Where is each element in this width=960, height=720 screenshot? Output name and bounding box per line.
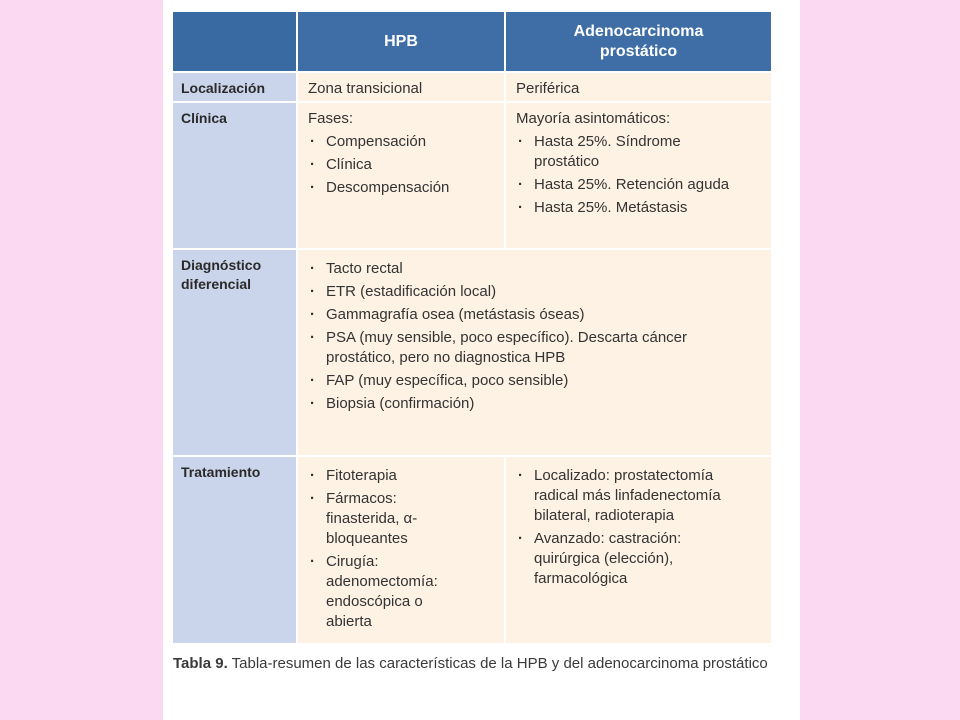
cell-tratamiento-adeno xyxy=(506,457,773,645)
list-item: · Fármacos: finasterida, α-bloqueantes xyxy=(308,489,454,549)
list-item: · Cirugía: adenomectomía: endoscópica o abierta xyxy=(308,552,454,632)
header-corner-cell xyxy=(173,12,298,73)
cell-localizacion-adeno: Periférica xyxy=(506,73,773,103)
row-label-diagnostico: Diagnóstico diferencial xyxy=(173,250,298,457)
list-item: · FAP (muy específica, poco sensible) xyxy=(308,371,721,391)
header-hpb: HPB xyxy=(298,12,506,73)
caption-label: Tabla 9. xyxy=(173,655,228,672)
tratamiento-adeno-list xyxy=(516,466,761,589)
list-item: · Clínica xyxy=(308,155,494,175)
clinica-adeno-intro: Mayoría asintomáticos: xyxy=(516,110,671,127)
row-label-tratamiento: Tratamiento xyxy=(173,457,298,645)
cell-clinica-hpb xyxy=(298,103,506,250)
caption-text: Tabla-resumen de las características de la HPB y del adenocarcinoma prostático xyxy=(227,655,768,672)
list-item: · Avanzado: castración: quirúrgica (elección), farmacológica xyxy=(516,529,747,589)
list-item: · Biopsia (confirmación) xyxy=(308,394,721,414)
cell-diagnostico xyxy=(298,250,773,457)
list-item: · ETR (estadificación local) xyxy=(308,282,721,302)
list-item: · Fitoterapia xyxy=(308,466,454,486)
cell-localizacion-hpb: Zona transicional xyxy=(298,73,506,103)
cell-clinica-adeno xyxy=(506,103,773,250)
clinica-hpb-list xyxy=(308,132,494,198)
list-item: · Tacto rectal xyxy=(308,259,721,279)
diagnostico-list xyxy=(308,259,761,414)
list-item: · PSA (muy sensible, poco específico). Descarta cáncer prostático, pero no diagnostica HPB xyxy=(308,328,721,368)
clinica-hpb-intro: Fases: xyxy=(308,110,354,127)
list-item: · Compensación xyxy=(308,132,494,152)
list-item: · Descompensación xyxy=(308,178,494,198)
row-label-localizacion: Localización xyxy=(173,73,298,103)
table-caption xyxy=(173,654,783,674)
list-item: · Localizado: prostatectomía radical más linfadenectomía bilateral, radioterapia xyxy=(516,466,747,526)
cell-tratamiento-hpb xyxy=(298,457,506,645)
comparison-table xyxy=(173,12,773,645)
document-page xyxy=(163,0,800,720)
clinica-adeno-list xyxy=(516,132,761,218)
list-item: · Hasta 25%. Retención aguda xyxy=(516,175,761,195)
list-item: · Hasta 25%. Síndrome prostático xyxy=(516,132,761,172)
tratamiento-hpb-list xyxy=(308,466,494,632)
list-item: · Gammagrafía osea (metástasis óseas) xyxy=(308,305,721,325)
row-label-clinica: Clínica xyxy=(173,103,298,250)
header-adenocarcinoma: Adenocarcinoma prostático xyxy=(506,12,773,73)
list-item: · Hasta 25%. Metástasis xyxy=(516,198,761,218)
